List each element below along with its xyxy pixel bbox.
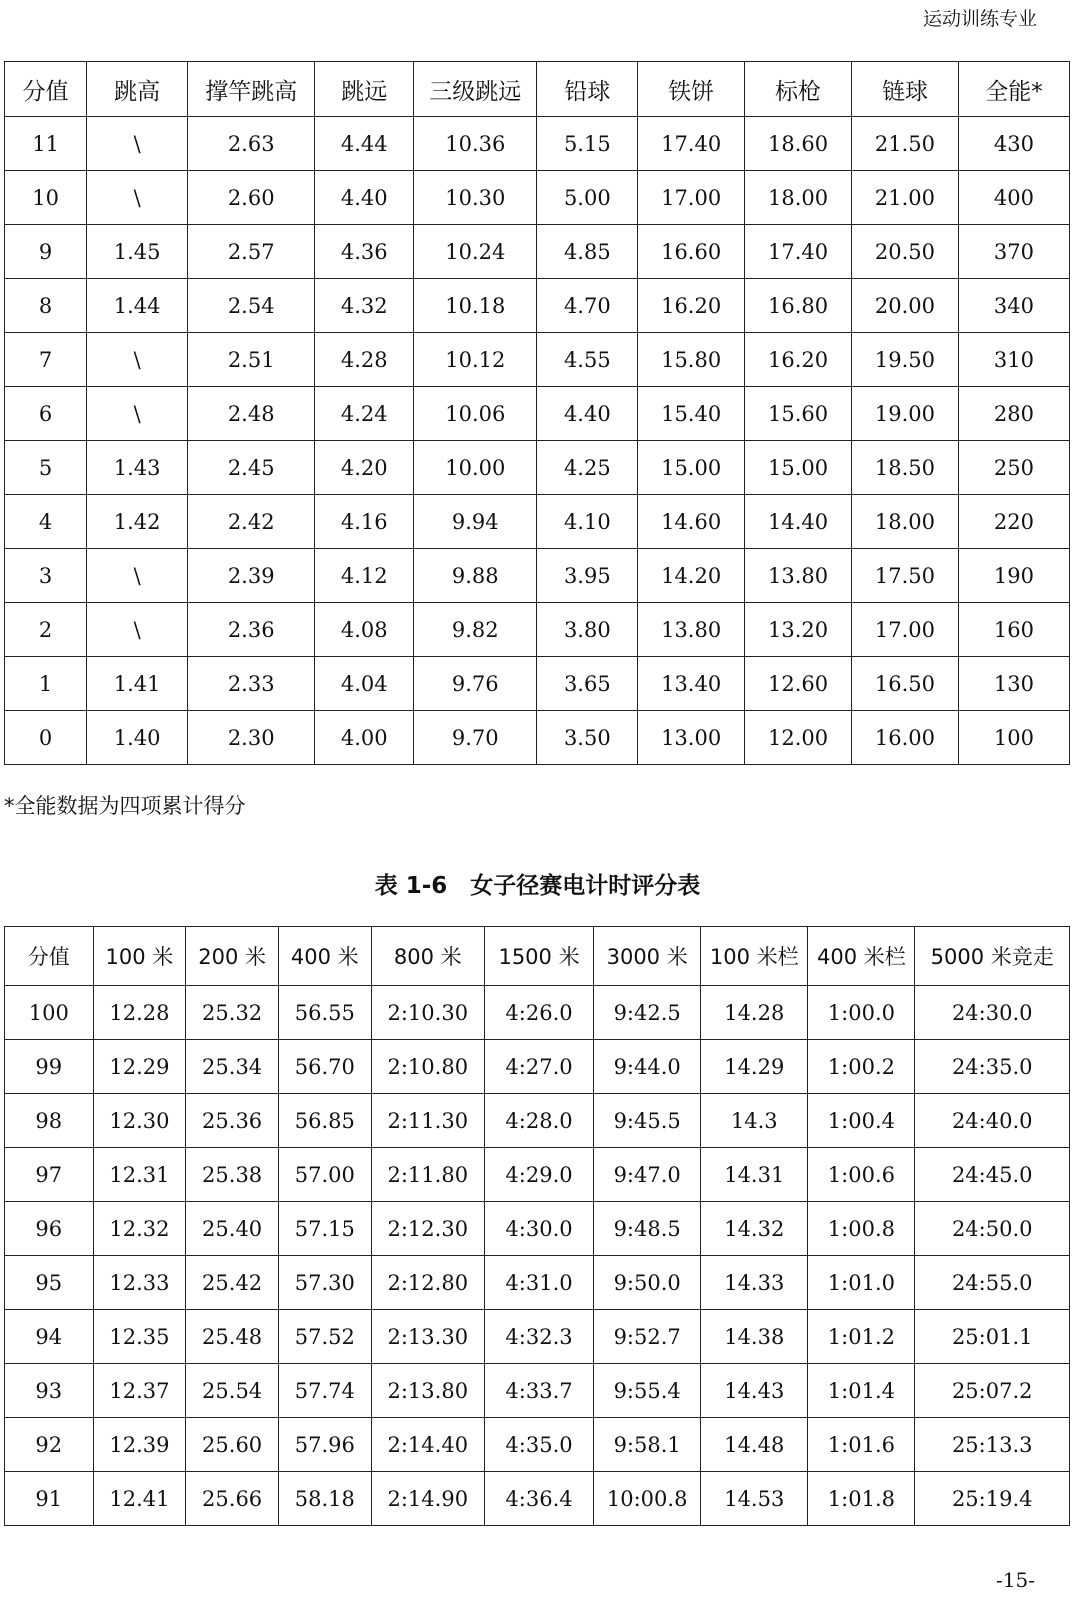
table-cell: 9:55.4 xyxy=(594,1364,701,1418)
table-cell: 2.54 xyxy=(187,279,314,333)
table-cell: 10.18 xyxy=(414,279,537,333)
table-cell: 4.00 xyxy=(315,711,414,765)
table-cell: 2.39 xyxy=(187,549,314,603)
table-cell: 1:00.6 xyxy=(808,1148,915,1202)
table-cell: 2.60 xyxy=(187,171,314,225)
table-cell: 4:33.7 xyxy=(484,1364,593,1418)
table-cell: 1 xyxy=(5,657,87,711)
table-cell: 24:45.0 xyxy=(915,1148,1070,1202)
table-cell: 13.40 xyxy=(638,657,745,711)
table-row xyxy=(5,1310,1070,1364)
table-cell: 400 xyxy=(958,171,1069,225)
table-cell: 10.30 xyxy=(414,171,537,225)
table-cell: 10.36 xyxy=(414,117,537,171)
table-row xyxy=(5,1148,1070,1202)
table-cell: 56.85 xyxy=(278,1094,371,1148)
table-cell: 12.28 xyxy=(93,986,186,1040)
table-cell: 25.34 xyxy=(186,1040,279,1094)
column-header: 跳远 xyxy=(315,62,414,117)
table-cell: 15.00 xyxy=(745,441,852,495)
table-cell: 6 xyxy=(5,387,87,441)
table-row xyxy=(5,549,1070,603)
table-cell: 1.44 xyxy=(87,279,188,333)
table-cell: 1.45 xyxy=(87,225,188,279)
table-cell: 4:35.0 xyxy=(484,1418,593,1472)
table-row xyxy=(5,441,1070,495)
table-cell: 4:27.0 xyxy=(484,1040,593,1094)
table-cell: 1:01.2 xyxy=(808,1310,915,1364)
table-cell: 12.37 xyxy=(93,1364,186,1418)
table-cell: 12.31 xyxy=(93,1148,186,1202)
table-cell: 1:00.4 xyxy=(808,1094,915,1148)
column-header: 铁饼 xyxy=(638,62,745,117)
table-cell: 15.80 xyxy=(638,333,745,387)
table-cell: 21.50 xyxy=(852,117,959,171)
table-cell: 24:35.0 xyxy=(915,1040,1070,1094)
table-cell: 14.29 xyxy=(701,1040,808,1094)
table-cell: 4.20 xyxy=(315,441,414,495)
table-cell: 9.82 xyxy=(414,603,537,657)
table-cell: 93 xyxy=(5,1364,94,1418)
table-cell: 2.30 xyxy=(187,711,314,765)
table-cell: 16.50 xyxy=(852,657,959,711)
field-events-score-table xyxy=(4,61,1070,765)
table-cell: 9 xyxy=(5,225,87,279)
running-header: 运动训练专业 xyxy=(922,8,1037,30)
table-cell: 160 xyxy=(958,603,1069,657)
table-cell: 14.38 xyxy=(701,1310,808,1364)
table-cell: 25:19.4 xyxy=(915,1472,1070,1526)
table-cell: 4 xyxy=(5,495,87,549)
table-cell: 13.80 xyxy=(745,549,852,603)
table-cell: 25.38 xyxy=(186,1148,279,1202)
table-cell: 14.33 xyxy=(701,1256,808,1310)
table-cell: 1:01.8 xyxy=(808,1472,915,1526)
table-cell: 4:26.0 xyxy=(484,986,593,1040)
table-cell: 2.42 xyxy=(187,495,314,549)
table-cell: 16.20 xyxy=(638,279,745,333)
table-cell: 130 xyxy=(958,657,1069,711)
table-cell: 2:12.80 xyxy=(371,1256,484,1310)
table-row xyxy=(5,1256,1070,1310)
table-cell: 57.96 xyxy=(278,1418,371,1472)
table-cell: 4.10 xyxy=(537,495,638,549)
table-row xyxy=(5,1094,1070,1148)
table-cell: \ xyxy=(87,171,188,225)
table-cell: 340 xyxy=(958,279,1069,333)
table-cell: 9.88 xyxy=(414,549,537,603)
table-cell: \ xyxy=(87,603,188,657)
table-cell: 9:45.5 xyxy=(594,1094,701,1148)
table-cell: 12.32 xyxy=(93,1202,186,1256)
table-cell: 14.32 xyxy=(701,1202,808,1256)
table-cell: 12.35 xyxy=(93,1310,186,1364)
table-row xyxy=(5,1364,1070,1418)
table-cell: 4.24 xyxy=(315,387,414,441)
table-cell: 10.24 xyxy=(414,225,537,279)
table-cell: 9.94 xyxy=(414,495,537,549)
table-cell: 14.43 xyxy=(701,1364,808,1418)
column-header: 标枪 xyxy=(745,62,852,117)
table-cell: 10 xyxy=(5,171,87,225)
table-cell: 1.40 xyxy=(87,711,188,765)
table-cell: 8 xyxy=(5,279,87,333)
table-row xyxy=(5,387,1070,441)
table-cell: 25.42 xyxy=(186,1256,279,1310)
table-cell: 25.60 xyxy=(186,1418,279,1472)
table-cell: 14.28 xyxy=(701,986,808,1040)
table-cell: 95 xyxy=(5,1256,94,1310)
table-cell: 1:01.6 xyxy=(808,1418,915,1472)
table-cell: 4.32 xyxy=(315,279,414,333)
table-cell: 25:07.2 xyxy=(915,1364,1070,1418)
table-cell: 2.33 xyxy=(187,657,314,711)
table-row xyxy=(5,986,1070,1040)
column-header: 1500 米 xyxy=(484,927,593,986)
column-header: 100 米 xyxy=(93,927,186,986)
column-header: 分值 xyxy=(5,62,87,117)
table-cell: 91 xyxy=(5,1472,94,1526)
table-cell: 9:47.0 xyxy=(594,1148,701,1202)
table-cell: 25:13.3 xyxy=(915,1418,1070,1472)
table-cell: 15.40 xyxy=(638,387,745,441)
table-cell: 1:00.2 xyxy=(808,1040,915,1094)
table-cell: 57.00 xyxy=(278,1148,371,1202)
table-cell: \ xyxy=(87,549,188,603)
table-cell: 9.70 xyxy=(414,711,537,765)
table-cell: 57.15 xyxy=(278,1202,371,1256)
table-cell: 100 xyxy=(5,986,94,1040)
table-row xyxy=(5,1418,1070,1472)
table-cell: 4:32.3 xyxy=(484,1310,593,1364)
table-cell: 3.95 xyxy=(537,549,638,603)
table-cell: 1.41 xyxy=(87,657,188,711)
table-cell: 16.20 xyxy=(745,333,852,387)
table-cell: 56.55 xyxy=(278,986,371,1040)
table-cell: 25.54 xyxy=(186,1364,279,1418)
table-cell: 13.00 xyxy=(638,711,745,765)
table-row xyxy=(5,1472,1070,1526)
table-cell: 58.18 xyxy=(278,1472,371,1526)
table-cell: 11 xyxy=(5,117,87,171)
table-cell: 21.00 xyxy=(852,171,959,225)
page-number: -15- xyxy=(996,1568,1035,1592)
table-cell: 190 xyxy=(958,549,1069,603)
table-cell: 5.15 xyxy=(537,117,638,171)
table-cell: 4.36 xyxy=(315,225,414,279)
table-cell: 2.51 xyxy=(187,333,314,387)
table-cell: 13.80 xyxy=(638,603,745,657)
women-track-score-table xyxy=(4,926,1070,1526)
table-cell: 2:13.80 xyxy=(371,1364,484,1418)
table-cell: 14.20 xyxy=(638,549,745,603)
table-cell: 12.00 xyxy=(745,711,852,765)
table-cell: 20.50 xyxy=(852,225,959,279)
table-cell: 20.00 xyxy=(852,279,959,333)
table-cell: 2:14.90 xyxy=(371,1472,484,1526)
table-cell: 9:52.7 xyxy=(594,1310,701,1364)
column-header: 400 米栏 xyxy=(808,927,915,986)
column-header: 撑竿跳高 xyxy=(187,62,314,117)
table-cell: 4:30.0 xyxy=(484,1202,593,1256)
table-cell: 25.32 xyxy=(186,986,279,1040)
column-header: 三级跳远 xyxy=(414,62,537,117)
table-cell: 12.39 xyxy=(93,1418,186,1472)
table-cell: 18.00 xyxy=(745,171,852,225)
table-cell: 3.50 xyxy=(537,711,638,765)
table-cell: 9:44.0 xyxy=(594,1040,701,1094)
table-cell: 4.40 xyxy=(537,387,638,441)
table-cell: 310 xyxy=(958,333,1069,387)
table-cell: 430 xyxy=(958,117,1069,171)
table-cell: 2:14.40 xyxy=(371,1418,484,1472)
table-cell: 19.00 xyxy=(852,387,959,441)
table-cell: 10.06 xyxy=(414,387,537,441)
table-cell: 1:00.8 xyxy=(808,1202,915,1256)
table-header-row xyxy=(5,927,1070,986)
table-cell: 14.31 xyxy=(701,1148,808,1202)
table-cell: 2 xyxy=(5,603,87,657)
table-row xyxy=(5,1202,1070,1256)
table-row xyxy=(5,603,1070,657)
table-caption: 表 1-6 女子径赛电计时评分表 xyxy=(374,873,701,899)
table-row xyxy=(5,495,1070,549)
table-cell: 24:50.0 xyxy=(915,1202,1070,1256)
table-cell: 92 xyxy=(5,1418,94,1472)
table-cell: 7 xyxy=(5,333,87,387)
table-cell: 57.30 xyxy=(278,1256,371,1310)
table-cell: 94 xyxy=(5,1310,94,1364)
table-cell: 16.60 xyxy=(638,225,745,279)
table-cell: 370 xyxy=(958,225,1069,279)
table-footnote: *全能数据为四项累计得分 xyxy=(4,794,246,818)
table-row xyxy=(5,225,1070,279)
table-cell: 4.04 xyxy=(315,657,414,711)
table-cell: \ xyxy=(87,117,188,171)
column-header: 200 米 xyxy=(186,927,279,986)
table-cell: 15.00 xyxy=(638,441,745,495)
table-cell: 12.33 xyxy=(93,1256,186,1310)
table-cell: 1:00.0 xyxy=(808,986,915,1040)
table-cell: 17.00 xyxy=(638,171,745,225)
table-cell: 220 xyxy=(958,495,1069,549)
table-cell: 24:55.0 xyxy=(915,1256,1070,1310)
table-cell: 13.20 xyxy=(745,603,852,657)
table-cell: 9:48.5 xyxy=(594,1202,701,1256)
table-cell: 10.12 xyxy=(414,333,537,387)
table-cell: 97 xyxy=(5,1148,94,1202)
table-cell: 18.00 xyxy=(852,495,959,549)
table-cell: 9:50.0 xyxy=(594,1256,701,1310)
table-cell: 15.60 xyxy=(745,387,852,441)
column-header: 全能* xyxy=(958,62,1069,117)
column-header: 铅球 xyxy=(537,62,638,117)
table-cell: 9:42.5 xyxy=(594,986,701,1040)
table-row xyxy=(5,117,1070,171)
table-cell: 18.50 xyxy=(852,441,959,495)
table-cell: 2:11.80 xyxy=(371,1148,484,1202)
table-cell: 4.40 xyxy=(315,171,414,225)
table-cell: 14.48 xyxy=(701,1418,808,1472)
table-cell: 24:30.0 xyxy=(915,986,1070,1040)
table-cell: 5.00 xyxy=(537,171,638,225)
table-cell: 9.76 xyxy=(414,657,537,711)
table-cell: 0 xyxy=(5,711,87,765)
table-cell: 19.50 xyxy=(852,333,959,387)
table-cell: 250 xyxy=(958,441,1069,495)
table-cell: 2.57 xyxy=(187,225,314,279)
table-cell: 280 xyxy=(958,387,1069,441)
table-cell: 2.36 xyxy=(187,603,314,657)
table-header-row xyxy=(5,62,1070,117)
table-cell: 4.25 xyxy=(537,441,638,495)
table-cell: 2.45 xyxy=(187,441,314,495)
column-header: 400 米 xyxy=(278,927,371,986)
table-row xyxy=(5,333,1070,387)
table-row xyxy=(5,279,1070,333)
table-cell: 1.43 xyxy=(87,441,188,495)
table-cell: 98 xyxy=(5,1094,94,1148)
column-header: 800 米 xyxy=(371,927,484,986)
table-cell: 2:12.30 xyxy=(371,1202,484,1256)
table-cell: 4.16 xyxy=(315,495,414,549)
table-cell: 4.85 xyxy=(537,225,638,279)
table-cell: 14.3 xyxy=(701,1094,808,1148)
table-cell: 100 xyxy=(958,711,1069,765)
table-cell: 17.40 xyxy=(745,225,852,279)
table-cell: 57.52 xyxy=(278,1310,371,1364)
table-cell: 17.50 xyxy=(852,549,959,603)
table-cell: 2:10.30 xyxy=(371,986,484,1040)
table-cell: 1.42 xyxy=(87,495,188,549)
table-cell: 3.65 xyxy=(537,657,638,711)
table-cell: 4.44 xyxy=(315,117,414,171)
table-cell: 4.70 xyxy=(537,279,638,333)
table-cell: 25.66 xyxy=(186,1472,279,1526)
table-cell: 25:01.1 xyxy=(915,1310,1070,1364)
table-cell: 96 xyxy=(5,1202,94,1256)
table-cell: 12.41 xyxy=(93,1472,186,1526)
column-header: 跳高 xyxy=(87,62,188,117)
table-cell: 14.60 xyxy=(638,495,745,549)
table-cell: 4.55 xyxy=(537,333,638,387)
table-cell: 10.00 xyxy=(414,441,537,495)
table-cell: 4.28 xyxy=(315,333,414,387)
table-cell: 4.08 xyxy=(315,603,414,657)
table-row xyxy=(5,657,1070,711)
table-cell: 12.60 xyxy=(745,657,852,711)
table-cell: \ xyxy=(87,333,188,387)
table-cell: 3.80 xyxy=(537,603,638,657)
table-row xyxy=(5,711,1070,765)
table-row xyxy=(5,1040,1070,1094)
table-cell: 9:58.1 xyxy=(594,1418,701,1472)
table-cell: 2:13.30 xyxy=(371,1310,484,1364)
table-cell: 12.30 xyxy=(93,1094,186,1148)
table-cell: 25.36 xyxy=(186,1094,279,1148)
table-cell: 57.74 xyxy=(278,1364,371,1418)
table-cell: 24:40.0 xyxy=(915,1094,1070,1148)
table-cell: 25.40 xyxy=(186,1202,279,1256)
table-row xyxy=(5,171,1070,225)
table-cell: 4:29.0 xyxy=(484,1148,593,1202)
table-cell: \ xyxy=(87,387,188,441)
table-cell: 14.53 xyxy=(701,1472,808,1526)
table-cell: 56.70 xyxy=(278,1040,371,1094)
table-cell: 3 xyxy=(5,549,87,603)
table-cell: 25.48 xyxy=(186,1310,279,1364)
column-header: 链球 xyxy=(852,62,959,117)
table-cell: 2.63 xyxy=(187,117,314,171)
table-cell: 14.40 xyxy=(745,495,852,549)
table-cell: 99 xyxy=(5,1040,94,1094)
table-cell: 17.00 xyxy=(852,603,959,657)
column-header: 100 米栏 xyxy=(701,927,808,986)
column-header: 3000 米 xyxy=(594,927,701,986)
table-cell: 18.60 xyxy=(745,117,852,171)
table-cell: 4:36.4 xyxy=(484,1472,593,1526)
table-cell: 2:10.80 xyxy=(371,1040,484,1094)
table-cell: 12.29 xyxy=(93,1040,186,1094)
table-cell: 4:28.0 xyxy=(484,1094,593,1148)
table-cell: 1:01.0 xyxy=(808,1256,915,1310)
table-cell: 5 xyxy=(5,441,87,495)
table-cell: 4.12 xyxy=(315,549,414,603)
table-cell: 10:00.8 xyxy=(594,1472,701,1526)
table-cell: 16.80 xyxy=(745,279,852,333)
table-cell: 17.40 xyxy=(638,117,745,171)
table-cell: 2:11.30 xyxy=(371,1094,484,1148)
table-cell: 2.48 xyxy=(187,387,314,441)
table-cell: 16.00 xyxy=(852,711,959,765)
table-cell: 4:31.0 xyxy=(484,1256,593,1310)
column-header: 分值 xyxy=(5,927,94,986)
table-cell: 1:01.4 xyxy=(808,1364,915,1418)
column-header: 5000 米竞走 xyxy=(915,927,1070,986)
